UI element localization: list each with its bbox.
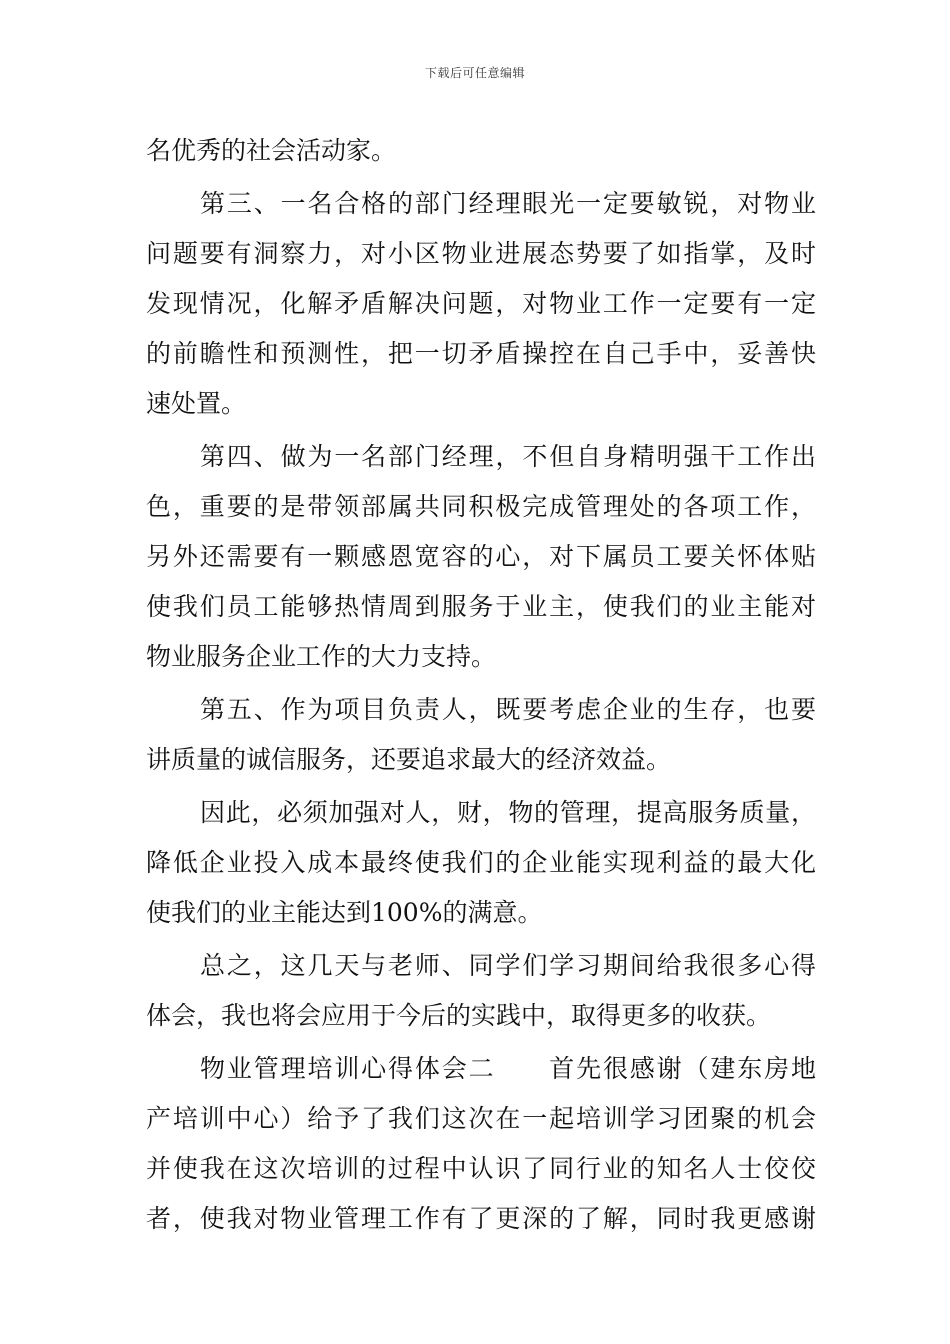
text-line: 的前瞻性和预测性，把一切矛盾操控在自己手中，妥善快 xyxy=(146,339,816,368)
text-line: 另外还需要有一颗感恩宽容的心，对下属员工要关怀体贴 xyxy=(146,542,816,571)
text-line: 速处置。 xyxy=(146,389,247,418)
text-line: 第四、做为一名部门经理，不但自身精明强干工作出 xyxy=(200,442,816,471)
text-line: 总之，这几天与老师、同学们学习期间给我很多心得 xyxy=(200,951,816,980)
text-line: 使我们员工能够热情周到服务于业主，使我们的业主能对 xyxy=(146,592,816,621)
text-line: 名优秀的社会活动家。 xyxy=(146,136,397,165)
paragraph xyxy=(146,179,816,429)
text-line: 者，使我对物业管理工作有了更深的了解，同时我更感谢 xyxy=(146,1204,816,1233)
text-line: 第三、一名合格的部门经理眼光一定要敏锐，对物业 xyxy=(200,189,816,218)
page-header: 下载后可任意编辑 xyxy=(424,66,525,80)
text-line: 因此，必须加强对人，财，物的管理，提高服务质量， xyxy=(200,798,816,827)
text-line: 降低企业投入成本最终使我们的企业能实现利益的最大化 xyxy=(146,848,816,877)
text-line: 物业服务企业工作的大力支持。 xyxy=(146,642,497,671)
text-line: 讲质量的诚信服务，还要追求最大的经济效益。 xyxy=(146,745,672,774)
text-line: 物业管理培训心得体会二 首先很感谢（建东房地 xyxy=(200,1054,816,1083)
document-body xyxy=(146,126,816,1244)
text-line: 产培训中心）给予了我们这次在一起培训学习团聚的机会 xyxy=(146,1104,816,1133)
paragraph xyxy=(146,941,816,1041)
text-line: 色，重要的是带领部属共同积极完成管理处的各项工作， xyxy=(146,492,816,521)
text-line: 发现情况，化解矛盾解决问题，对物业工作一定要有一定 xyxy=(146,289,816,318)
paragraph xyxy=(146,126,816,176)
text-line: 第五、作为项目负责人，既要考虑企业的生存，也要 xyxy=(200,695,816,724)
text-line: 问题要有洞察力，对小区物业进展态势要了如指掌，及时 xyxy=(146,239,816,268)
text-line: 使我们的业主能达到100%的满意。 xyxy=(146,898,543,927)
paragraph xyxy=(146,432,816,682)
text-line: 体会，我也将会应用于今后的实践中，取得更多的收获。 xyxy=(146,1001,772,1030)
paragraph xyxy=(146,685,816,785)
paragraph xyxy=(146,788,816,938)
paragraph xyxy=(146,1044,816,1244)
text-line: 并使我在这次培训的过程中认识了同行业的知名人士佼佼 xyxy=(146,1154,816,1183)
